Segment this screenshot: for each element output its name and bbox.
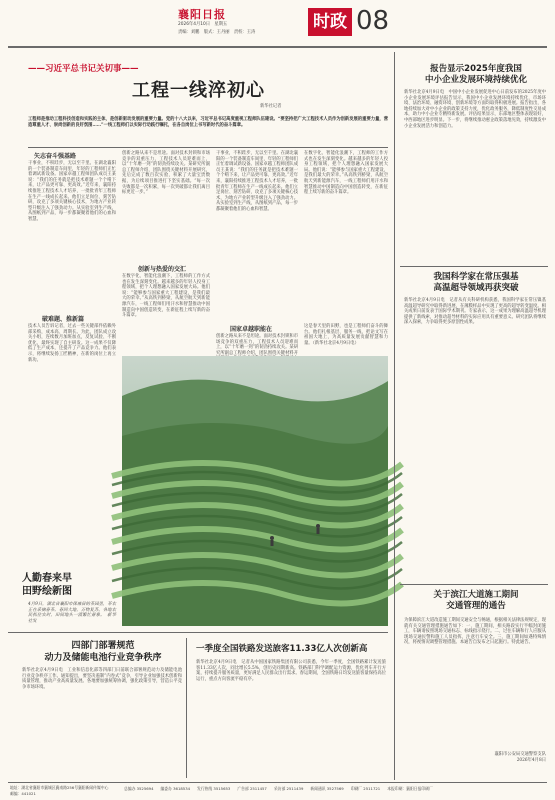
lead-intro-rule	[28, 147, 388, 148]
lead-body-col2a: 创新之路从来不是坦途。面对技术封锁和市场竞争的双重压力，工程技术人员迎难而上，以“十年磨一剑”的韧劲持续攻关。某研究所副总工程师介绍，团队围绕关键材料开展研究，先后完成了数百次实验，积累了大量宝贵数据，为后续项目推进打下坚实基础。“每一次失败都是一次积累，每一次突破都让我们离目标更近一步。”	[122, 151, 210, 196]
right-col-divider	[394, 52, 395, 780]
bottom-left-body: 新华社北京4月9日电 工业和信息化部等四部门日前联合部署规范动力及储能电池行业竞争秩序工作。通知提出，要坚决遏制“内卷式”竞争，引导企业加强技术创新和质量管理，推动产业高质量发展。各地要加强统筹协调，强化政策引导，营造公平竞争市场环境。	[22, 668, 182, 690]
masthead-date: 2026年4月10日 星期五	[178, 22, 228, 27]
right-story3-body: 为保障滨江大道改造施工期间交通安全与畅通，根据相关法律法规规定，现就有关交通管理措施通告如下：一、施工期间，相关路段实行半幅封闭施工，车辆请按照现场交通标志、标线指示绕行。二、过往车辆和行人应服从现场交通民警和施工人员指挥，注意行车安全。三、施工期间如遇特殊情况，将视情况调整管理措施。本通告自发布之日起施行。特此通告。	[404, 618, 546, 646]
masthead-rule	[8, 46, 547, 48]
footer-phone: 广告部 2511457	[237, 786, 267, 791]
paper-name: 襄阳日报	[178, 8, 226, 21]
masthead	[0, 0, 555, 62]
footer-postcode: 邮编：441021	[10, 791, 36, 796]
footer-phone: 印刷厂 2511721	[350, 786, 381, 791]
right-rule-2	[400, 584, 548, 585]
tea-field-photo	[122, 356, 388, 626]
footer-phone: 采访部 2511439	[273, 786, 304, 791]
lead-body-col3a: 干事业，不积跬步，无以至千里。在湖北襄阳的一个装备制造车间里，年轻的工程师们正忙着调试新设备。国家卓越工程师团队成员王某说：“我们的任务就是把技术难题一个个啃下来，让产品更可靠、更高效。”近年来，襄阳持续推进工程技术人才培养，一批批青年工程师在生产一线成长起来。他们立足岗位、刻苦钻研，攻克了多项关键核心技术，为地方产业转型升级注入了强劲动力。从实验室到生产线，从图纸到产品，每一步都凝聚着他们的心血和智慧。	[216, 151, 298, 212]
lead-intro: 工程师是推动工程科技创造和实践的主体，是创新驱动发展的重要力量。党的十八大以来，习近平总书记高度重视工程师队伍建设。“要坚持把广大工程技术人员作为创新发展的重要力量，营造尊重人才、崇尚创新的良好氛围……”一线工程师们以实际行动践行嘱托，在各自岗位上书写新时代的奋斗篇章。	[28, 117, 388, 128]
photo-caption: 4月9日，湖北省襄阳市保康县的茶园里，茶农正在采摘春茶。春回大地，万物复苏，各地农民抓住农时，田间地头一派繁忙景象。 新华社发	[28, 602, 116, 624]
bottom-left-title: 四部门部署规范 动力及储能电池行业竞争秩序	[44, 641, 162, 663]
footer-phone: 编委办 3618534	[160, 786, 191, 791]
lead-body-col4a: 在数字化、智能化浪潮下，工程师的工作方式也在发生深刻变化。越来越多的年轻人投身工程领域，把个人理想融入国家发展大局。他们说：“能够参与国家重大工程建设，是我们最大的荣幸。”从高铁到桥梁，从航空航天到新能源汽车，一线工程师们用汗水和智慧推动中国制造向中国创造转变，在新征程上续写新的奋斗篇章。	[304, 151, 388, 196]
footer-phone: 发行热线 3515653	[197, 786, 231, 791]
footer-rule	[8, 782, 547, 783]
lead-body-col3b: 创新之路从来不是坦途。面对技术封锁和市场竞争的双重压力，工程技术人员迎难而上，以“十年磨一剑”的韧劲持续攻关。某研究所副总工程师介绍，团队围绕关键材料开	[216, 334, 298, 356]
footer-address: 地址：湖北省襄阳市襄城区襄南路256号襄阳新闻传媒中心	[10, 785, 109, 790]
footer-printer: 本报印刷：襄阳日报印刷厂	[387, 786, 433, 791]
lead-body-col2b: 在数字化、智能化浪潮下，工程师的工作方式也在发生深刻变化。越来越多的年轻人投身工程领域，把个人理想融入国家发展大局。他们说：“能够参与国家重大工程建设，是我们最大的荣幸。”从高铁到桥梁，从航空航天到新能源汽车，一线工程师们用汗水和智慧推动中国制造向中国创造转变，在新征程上续写新的奋斗篇章。	[122, 274, 210, 319]
lead-subhead-3: 创新与热爱的交汇	[138, 266, 187, 273]
bottom-col-divider	[186, 638, 187, 778]
right-story2-title: 我国科学家在常压强基 高温超导领域再获突破	[433, 272, 519, 293]
right-story1-body: 新华社北京4月9日电 中国中小企业发展促进中心日前发布的2025年度中小企业发展环境评估报告显示，我国中小企业发展环境持续优化，市场环境、法治环境、融资环境、创新环境等方面均取得积极进展。报告指出，各地持续加大对中小企业的政策支持力度，优化政务服务，降低制度性交易成本，助力中小企业专精特新发展。评估结果显示，东部地区整体表现较好，中西部地区进步明显。下一步，将继续推动惠企政策落地见效，持续激发中小企业发展活力和创造力。	[404, 90, 546, 129]
lead-kicker: ——习近平总书记关切事——	[28, 64, 139, 74]
footer-phone: 新闻通讯 3527569	[310, 786, 344, 791]
lead-body-col1a: 干事业，不积跬步，无以至千里。在湖北襄阳的一个装备制造车间里，年轻的工程师们正忙着调试新设备。国家卓越工程师团队成员王某说：“我们的任务就是把技术难题一个个啃下来，让产品更可靠、更高效。”近年来，襄阳持续推进工程技术人才培养，一批批青年工程师在生产一线成长起来。他们立足岗位、刻苦钻研，攻克了多项关键核心技术，为地方产业转型升级注入了强劲动力。从实验室到生产线，从图纸到产品，每一步都凝聚着他们的心血和智慧。	[28, 161, 116, 222]
lead-body-col4b: 这是春天里的田野，也是工程师们奋斗的舞台。他们扎根基层、服务一线，把论文写在祖国大地上，为高质量发展贡献智慧和力量。（新华社北京4月9日电）	[304, 324, 388, 346]
right-story2-body: 新华社北京4月9日电 记者从有关科研机构获悉，我国科学家在常压镍基高温超导研究中取得新进展，在薄膜样品中实现了更高的超导转变温度。相关成果日前发表于国际学术期刊。专家表示，这一成果为理解高温超导机理提供了新线索，对推动超导材料的实际应用具有重要意义。研究团队将继续深入探索，力争取得更多原创性成果。	[404, 298, 546, 326]
footer-phone: 总编办 3525694	[124, 786, 154, 791]
bottom-rule	[8, 632, 388, 633]
lead-title: 工程一线淬初心	[132, 80, 265, 101]
page-number: 08	[356, 6, 390, 36]
right-rule-1	[400, 266, 548, 267]
lead-byline: 新华社记者	[260, 104, 282, 109]
bottom-mid-body: 新华社北京4月9日电 记者从中国国家铁路集团有限公司获悉，今年一季度，全国铁路累计发送旅客11.33亿人次，同比增长5.5%，创历史同期新高。铁路部门科学调配运力资源，优化列车开行方案，持续提升服务质量，更好满足人民群众出行需求。春运期间，全国铁路日均发送旅客量保持高位运行，重点方向客流平稳有序。	[196, 660, 386, 682]
lead-subhead-4: 国家卓越职能在	[230, 326, 273, 333]
photo-title: 人勤春来早 田野绘新图	[22, 573, 72, 597]
right-story1-title: 报告显示2025年度我国 中小企业发展环境持续优化	[424, 64, 527, 85]
lead-subhead-1: 矢志奋斗强基路	[34, 153, 77, 160]
right-story3-title: 关于滨江大道施工期间 交通管理的通告	[433, 590, 519, 611]
tea-field-image	[122, 356, 388, 626]
bottom-mid-title: 一季度全国铁路发送旅客11.33亿人次创新高	[196, 644, 368, 654]
right-story3-sign: 襄阳市公安局交通警察支队 2026年4月8日	[494, 752, 546, 763]
section-label: 时政	[308, 8, 352, 36]
lead-subhead-2: 破难题、推新篇	[42, 316, 85, 323]
masthead-editors: 责编：刘鹏 版式：王丹丽 责校：王涛	[178, 30, 256, 35]
lead-body-col1b: 技术人员告诉记者，过去一些关键部件依赖外部采购，成本高、周期长。为此，团队成立攻关小组，连续数月加班加点，反复试验、不断优化，最终实现了自主研发。这一成果不仅降低了生产成本，还提升了产品竞争力。他们表示，将继续发扬工匠精神，在新的岗位上再立新功。	[28, 324, 116, 363]
footer-phones	[124, 786, 534, 798]
